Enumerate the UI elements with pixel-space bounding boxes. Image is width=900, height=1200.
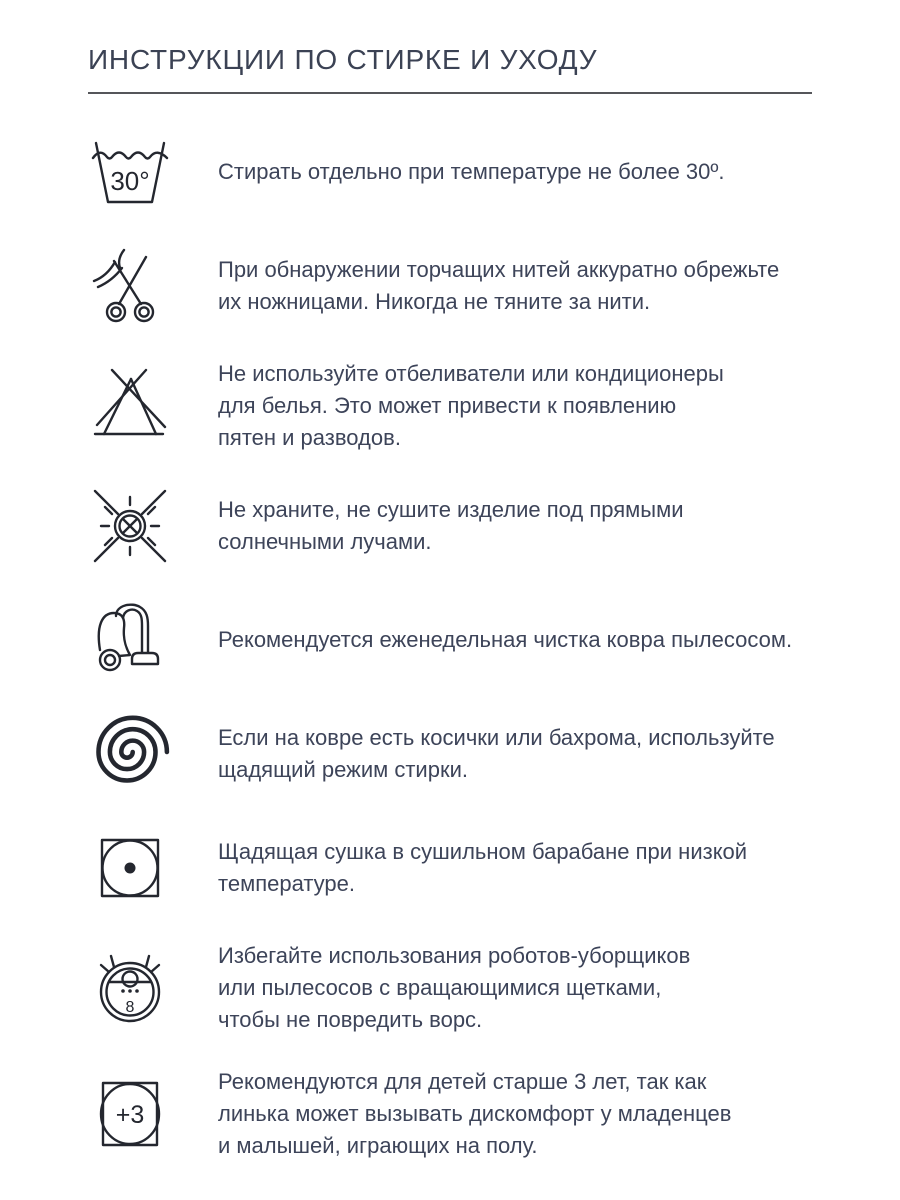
svg-text:8: 8	[125, 999, 135, 1016]
no-sunlight-icon	[88, 484, 176, 568]
care-row-tumble-dry	[88, 826, 812, 910]
vacuum-cleaner-icon	[88, 598, 176, 682]
care-text: Рекомендуется еженедельная чистка ковра пылесосом.	[218, 627, 793, 652]
care-row-scissors	[88, 244, 812, 328]
svg-text:+3: +3	[115, 1101, 145, 1129]
robot-vacuum-icon	[88, 946, 176, 1030]
tumble-dry-low-icon	[88, 826, 176, 910]
care-text: Стирать отдельно при температуре не более 30º.	[218, 159, 725, 184]
care-row-age-3plus	[88, 1066, 812, 1162]
care-text: Не храните, не сушите изделие под прямыми солнечными лучами.	[218, 497, 684, 554]
care-text: Щадящая сушка в сушильном барабане при низкой температуре.	[218, 839, 748, 896]
care-row-robot-vacuum	[88, 940, 812, 1036]
care-row-vacuum	[88, 598, 812, 682]
care-row-no-bleach	[88, 358, 812, 454]
care-text: Если на ковре есть косички или бахрома, используйте щадящий режим стирки.	[218, 725, 775, 782]
care-text: Не используйте отбеливатели или кондиционеры для белья. Это может привести к появлению пятен и разводов.	[218, 361, 724, 450]
no-bleach-icon	[88, 364, 176, 448]
care-instructions-list	[88, 130, 812, 1192]
page-title: ИНСТРУКЦИИ ПО СТИРКЕ И УХОДУ	[88, 44, 598, 75]
scissors-icon	[88, 244, 176, 328]
wash-30-icon	[88, 130, 176, 214]
svg-text:30°: 30°	[110, 166, 150, 196]
age-3plus-icon	[88, 1072, 176, 1156]
care-row-wash	[88, 130, 812, 214]
care-text: Рекомендуются для детей старше 3 лет, так как линька может вызывать дискомфорт у младенцев и малышей, играющих на полу.	[218, 1069, 732, 1158]
gentle-cycle-spiral-icon	[88, 712, 176, 796]
care-text: При обнаружении торчащих нитей аккуратно обрежьте их ножницами. Никогда не тяните за нити.	[218, 257, 780, 314]
title-divider	[88, 92, 812, 94]
care-text: Избегайте использования роботов-уборщиков или пылесосов с вращающимися щетками, чтобы не повредить ворс.	[218, 943, 691, 1032]
care-row-gentle-cycle	[88, 712, 812, 796]
care-row-no-sunlight	[88, 484, 812, 568]
